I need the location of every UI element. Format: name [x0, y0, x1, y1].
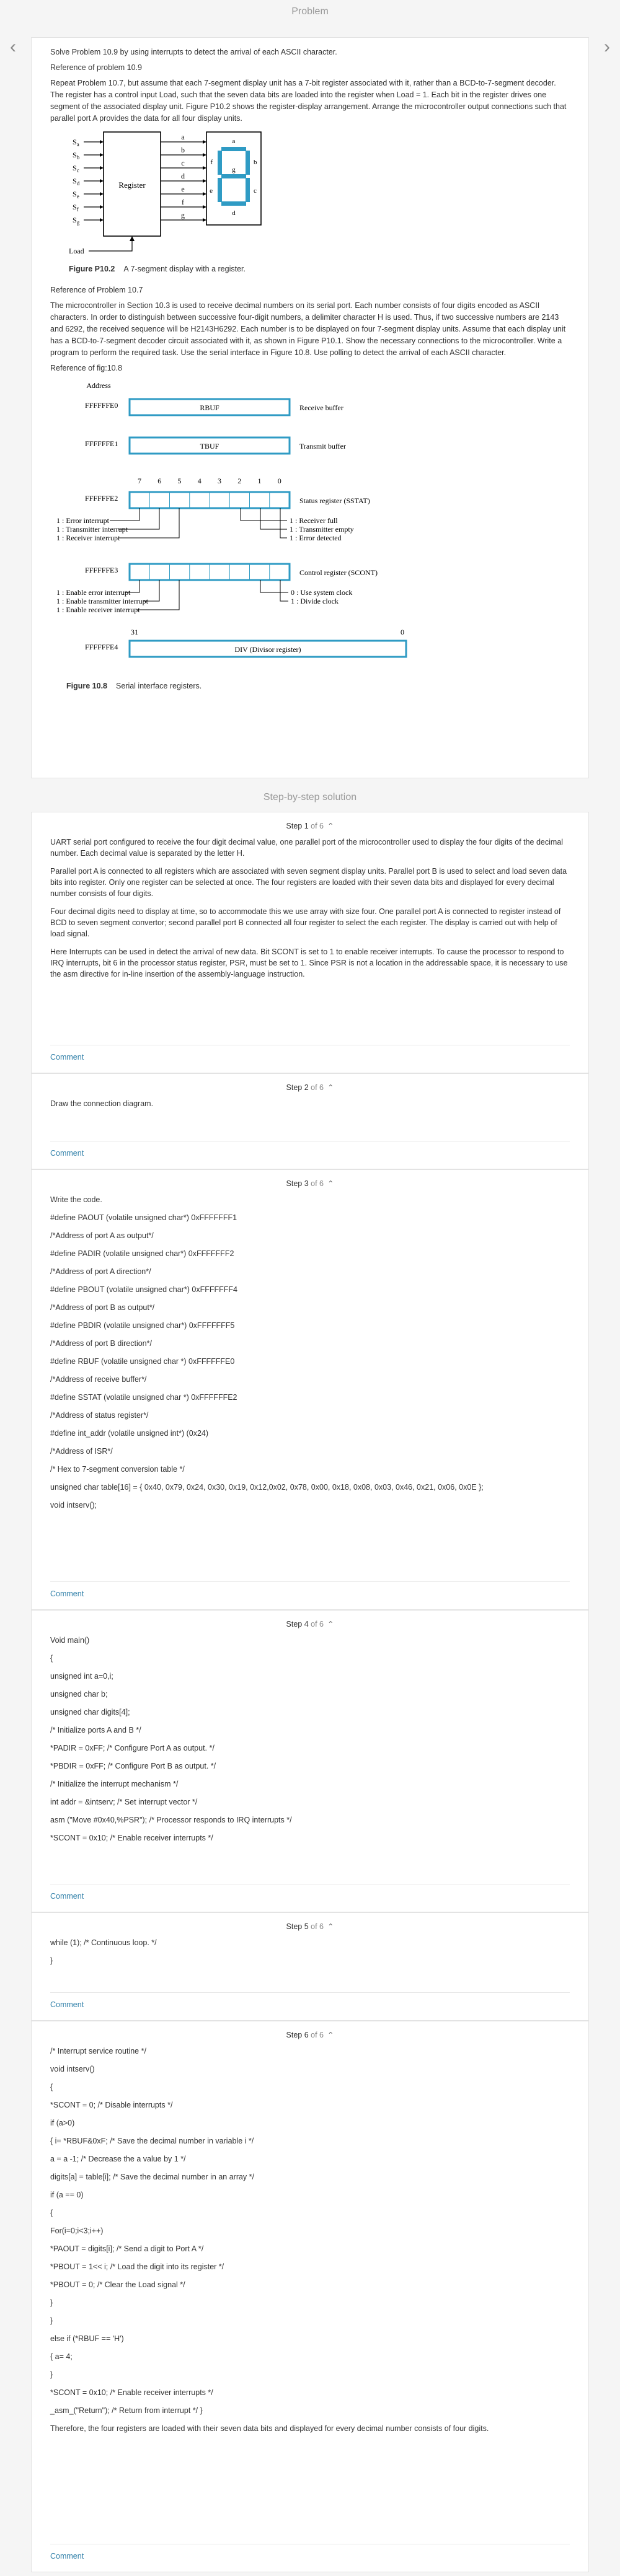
problem-card: [31, 37, 589, 778]
solution-heading: Step-by-step solution: [263, 792, 357, 802]
output-label: e: [181, 185, 185, 193]
serial-interface-diagram: [50, 378, 447, 694]
step-body: [50, 1635, 570, 1844]
svg-text:Receive buffer: Receive buffer: [299, 403, 343, 412]
step-text: *SCONT = 0x10; /* Enable receiver interrupts */: [50, 2388, 213, 2397]
input-label: $S_c$: [73, 164, 79, 174]
svg-text:FFFFFFE0: FFFFFFE0: [85, 401, 118, 410]
svg-text:1 : Error detected: 1 : Error detected: [290, 534, 342, 542]
step-title: Step 3: [286, 1179, 311, 1188]
step-text: {: [50, 1654, 53, 1663]
step-header[interactable]: [50, 812, 570, 837]
comment-link[interactable]: Comment: [50, 2000, 84, 2009]
step-text: #define int_addr (volatile unsigned int*) (0x24): [50, 1429, 209, 1438]
reference-label: Reference of fig:10.8: [50, 364, 123, 372]
step-text: /*Address of status register*/: [50, 1411, 149, 1420]
chevron-up-icon[interactable]: ⌃: [327, 2031, 334, 2039]
step-text: /*Address of receive buffer*/: [50, 1375, 147, 1384]
step-title: Step 6: [286, 2031, 311, 2039]
step-text: {: [50, 2083, 53, 2091]
step-text: Void main(): [50, 1636, 90, 1645]
output-label: c: [181, 159, 185, 167]
step-text: #define RBUF (volatile unsigned char *) 0xFFFFFFE0: [50, 1357, 235, 1366]
step-text: /* Initialize the interrupt mechanism */: [50, 1780, 179, 1788]
svg-text:31: 31: [131, 628, 138, 636]
comment-link[interactable]: Comment: [50, 1149, 84, 1158]
step-header[interactable]: [50, 1913, 570, 1937]
top-bar: [0, 0, 620, 24]
svg-text:FFFFFFE2: FFFFFFE2: [85, 494, 118, 503]
svg-text:c: c: [254, 187, 257, 195]
step-text: { i= *RBUF&0xF; /* Save the decimal number in variable i */: [50, 2137, 254, 2145]
step-text: Parallel port A is connected to all registers which are associated with seven segment display units. Parallel port B is used to select and load seven data bits into register. Only one register can be selected at once. The four registers are loaded with their seven data bits and displayed for every decimal number consists of four digits.: [50, 867, 567, 898]
step-title: Step 2: [286, 1083, 311, 1092]
chevron-up-icon[interactable]: ⌃: [327, 1083, 334, 1092]
output-label: a: [181, 133, 185, 141]
output-label: f: [182, 198, 184, 206]
input-label: $S_d$: [73, 177, 80, 187]
step-text: #define PADIR (volatile unsigned char*) 0xFFFFFFF2: [50, 1249, 234, 1258]
step-text: { a= 4;: [50, 2352, 73, 2361]
step-text: if (a == 0): [50, 2191, 84, 2199]
step-text: digits[a] = table[i]; /* Save the decimal number in an array */: [50, 2173, 254, 2181]
step-header[interactable]: [50, 2021, 570, 2046]
step-text: *SCONT = 0x10; /* Enable receiver interrupts */: [50, 1834, 213, 1842]
svg-text:Address: Address: [86, 381, 111, 390]
output-label: d: [181, 172, 185, 180]
problem-paragraph: The microcontroller in Section 10.3 is used to receive decimal numbers on its serial port. Each number consists of four digits encoded as ASCII characters. In order to distinguish between successive four-digit numbers, a delimiter character H is used. Thus, if two successive numbers are 2143 and 6292, the received sequence will be H2143H6292. Each number is to be displayed on four 7-segment display units. Assume that each display unit has a BCD-to-7-segment decoder circuit associated with it, as shown in Figure P10.1. Show the necessary connections to the microcontroller. Write a program to perform the required task. Use the serial interface in Figure 10.8. Use polling to detect the arrival of each ASCII character.: [50, 301, 566, 357]
step-body: [50, 837, 570, 980]
comment-link[interactable]: Comment: [50, 1892, 84, 1901]
step-text: /*Address of port A as output*/: [50, 1231, 154, 1240]
svg-text:1 : Error interrupt: 1 : Error interrupt: [56, 516, 109, 525]
input-label: $S_a$: [73, 138, 79, 147]
step-text: #define SSTAT (volatile unsigned char *) 0xFFFFFFE2: [50, 1393, 237, 1402]
svg-text:0 : Use system clock: 0 : Use system clock: [291, 588, 353, 597]
step-text: if (a>0): [50, 2119, 75, 2127]
step-text: unsigned char digits[4];: [50, 1708, 130, 1717]
step-text: #define PBOUT (volatile unsigned char*) 0xFFFFFFF4: [50, 1285, 237, 1294]
step-text: Here Interrupts can be used in detect the arrival of new data. Bit SCONT is set to 1 to enable receiver interrupts. To cause the processor to respond to IRQ interrupts, bit 6 in the processor status register, PSR, must be set to 1. Since PSR is not a location in the addressable space, it is necessary to use the asm directive for in-line insertion of the assembly-language instruction.: [50, 947, 568, 978]
step-text: #define PBDIR (volatile unsigned char*) 0xFFFFFFF5: [50, 1321, 235, 1330]
step-text: unsigned char table[16] = { 0x40, 0x79, 0x24, 0x30, 0x19, 0x12,0x02, 0x78, 0x00, 0x18, 0x08, 0x03, 0x46, 0x21, 0x06, 0x0E };: [50, 1483, 484, 1492]
step-body: [50, 2046, 570, 2434]
step-card: [31, 1073, 589, 1169]
reference-label: Reference of Problem 10.7: [50, 286, 143, 294]
page-title: Problem: [291, 6, 329, 17]
svg-text:f: f: [210, 159, 213, 166]
step-text: /* Hex to 7-segment conversion table */: [50, 1465, 185, 1474]
svg-text:a: a: [232, 138, 236, 145]
comment-link[interactable]: Comment: [50, 1589, 84, 1598]
svg-text:1 : Transmitter interrupt: 1 : Transmitter interrupt: [56, 525, 128, 534]
input-label: $S_f$: [73, 203, 79, 213]
input-label: $S_b$: [73, 151, 80, 160]
step-text: void intserv(): [50, 2065, 95, 2073]
next-arrow-icon[interactable]: ›: [604, 37, 610, 57]
step-body: [50, 1937, 570, 1966]
load-label: Load: [69, 247, 84, 255]
step-of: of 6: [311, 2031, 324, 2039]
step-of: of 6: [311, 1179, 324, 1188]
figure-10-8: [50, 378, 570, 694]
svg-text:1 : Enable transmitter interru: 1 : Enable transmitter interrupt: [56, 597, 148, 605]
svg-text:1 : Enable receiver interrupt: 1 : Enable receiver interrupt: [56, 605, 140, 614]
step-card: [31, 812, 589, 1073]
svg-text:b: b: [254, 159, 257, 166]
step-text: /*Address of port B direction*/: [50, 1339, 152, 1348]
step-text: UART serial port configured to receive the four digit decimal value, one parallel port of the microcontroller used to display the four digits of the decimal number. Each decimal value is separated by the letter H.: [50, 838, 564, 858]
figure-p10-2: [50, 128, 570, 262]
step-text: }: [50, 2370, 53, 2379]
comment-link[interactable]: Comment: [50, 2552, 84, 2561]
svg-text:d: d: [232, 209, 236, 217]
svg-text:1 : Receiver interrupt: 1 : Receiver interrupt: [56, 534, 120, 542]
svg-text:Control register (SCONT): Control register (SCONT): [299, 568, 378, 577]
figure-caption: Figure P10.2 A 7-segment display with a register.: [69, 265, 246, 273]
step-text: /*Address of port A direction*/: [50, 1267, 151, 1276]
step-text: /* Initialize ports A and B */: [50, 1726, 141, 1734]
bit-number: 3: [218, 477, 221, 485]
bit-number: 2: [237, 477, 242, 485]
step-card: [31, 1912, 589, 2021]
svg-text:FFFFFFE4: FFFFFFE4: [85, 643, 118, 651]
step-of: of 6: [311, 822, 324, 830]
svg-text:e: e: [210, 187, 213, 195]
step-text: {: [50, 2209, 53, 2217]
step-text: /*Address of ISR*/: [50, 1447, 113, 1456]
step-card: [31, 1169, 589, 1610]
output-label: g: [181, 211, 185, 219]
step-text: Draw the connection diagram.: [50, 1099, 154, 1108]
step-text: }: [50, 2298, 53, 2307]
bit-number: 4: [197, 477, 202, 485]
step-text: unsigned char b;: [50, 1690, 108, 1699]
step-header[interactable]: [50, 1074, 570, 1098]
bit-number: 6: [157, 477, 162, 485]
step-body: [50, 1194, 570, 1511]
svg-text:0: 0: [401, 628, 404, 636]
step-of: of 6: [311, 1922, 324, 1931]
divider: [50, 1992, 570, 1993]
step-text: /* Interrupt service routine */: [50, 2047, 146, 2055]
bit-number: 0: [277, 477, 281, 485]
bit-number: 1: [257, 477, 262, 485]
step-text: unsigned int a=0,i;: [50, 1672, 113, 1681]
step-text: else if (*RBUF == 'H'): [50, 2334, 124, 2343]
svg-text:DIV (Divisor register): DIV (Divisor register): [234, 645, 301, 654]
chevron-up-icon[interactable]: ⌃: [327, 1179, 334, 1188]
step-text: while (1); /* Continuous loop. */: [50, 1938, 157, 1947]
chevron-up-icon[interactable]: ⌃: [327, 1620, 334, 1629]
step-card: [31, 2021, 589, 2572]
step-of: of 6: [311, 1083, 324, 1092]
step-text: a = a -1; /* Decrease the a value by 1 */: [50, 2155, 186, 2163]
step-text: Four decimal digits need to display at time, so to accommodate this we use array with size four. One parallel port A is connected to register instead of BCD to seven segment convertor; second parallel port B connected all four register to select the each register. The display is carried out with help of load signal.: [50, 907, 561, 938]
svg-text:TBUF: TBUF: [200, 442, 219, 451]
svg-text:Transmit buffer: Transmit buffer: [299, 442, 346, 451]
output-label: b: [181, 146, 185, 154]
step-title: Step 1: [286, 822, 311, 830]
step-text: *SCONT = 0; /* Disable interrupts */: [50, 2101, 173, 2109]
step-text: *PBDIR = 0xFF; /* Configure Port B as output. */: [50, 1762, 216, 1770]
step-body: [50, 1098, 570, 1109]
step-text: Therefore, the four registers are loaded with their seven data bits and displayed for every decimal number consists of four digits.: [50, 2424, 489, 2433]
svg-text:g: g: [232, 166, 236, 174]
step-text: void intserv();: [50, 1501, 97, 1510]
svg-text:1 : Receiver full: 1 : Receiver full: [290, 516, 338, 525]
problem-intro: Solve Problem 10.9 by using interrupts to detect the arrival of each ASCII character.: [50, 48, 337, 56]
step-text: _asm_("Return"); /* Return from interrupt */ }: [50, 2406, 203, 2415]
figure-caption: Figure 10.8 Serial interface registers.: [66, 682, 202, 690]
step-card: [31, 1610, 589, 1912]
step-text: }: [50, 1956, 53, 1965]
register-label: Register: [118, 180, 146, 190]
input-label: $S_e$: [73, 190, 79, 200]
svg-text:1 : Divide clock: 1 : Divide clock: [291, 597, 339, 605]
step-header[interactable]: [50, 1611, 570, 1635]
svg-text:1 : Enable error interrupt: 1 : Enable error interrupt: [56, 588, 131, 597]
comment-link[interactable]: Comment: [50, 1053, 84, 1062]
step-of: of 6: [311, 1620, 324, 1629]
svg-text:RBUF: RBUF: [200, 403, 219, 412]
step-text: *PAOUT = digits[i]; /* Send a digit to Port A */: [50, 2244, 204, 2253]
bit-number: 5: [177, 477, 182, 485]
step-text: *PBOUT = 0; /* Clear the Load signal */: [50, 2280, 185, 2289]
svg-text:FFFFFFE1: FFFFFFE1: [85, 439, 118, 448]
register-display-diagram: [50, 128, 311, 262]
svg-text:1 : Transmitter empty: 1 : Transmitter empty: [290, 525, 354, 534]
step-text: /*Address of port B as output*/: [50, 1303, 155, 1312]
previous-arrow-icon[interactable]: ‹: [10, 37, 16, 57]
svg-text:Status register (SSTAT): Status register (SSTAT): [299, 496, 370, 505]
step-text: int addr = &intserv; /* Set interrupt vector */: [50, 1798, 198, 1806]
step-title: Step 4: [286, 1620, 311, 1629]
svg-text:FFFFFFE3: FFFFFFE3: [85, 566, 118, 574]
step-text: #define PAOUT (volatile unsigned char*) 0xFFFFFFF1: [50, 1213, 237, 1222]
chevron-up-icon[interactable]: ⌃: [327, 822, 334, 830]
reference-label: Reference of problem 10.9: [50, 63, 143, 72]
step-title: Step 5: [286, 1922, 311, 1931]
step-header[interactable]: [50, 1170, 570, 1194]
step-text: *PBOUT = 1<< i; /* Load the digit into its register */: [50, 2262, 224, 2271]
step-text: For(i=0;i<3;i++): [50, 2227, 104, 2235]
step-text: Write the code.: [50, 1195, 102, 1204]
bit-number: 7: [138, 477, 141, 485]
problem-paragraph: Repeat Problem 10.7, but assume that each 7-segment display unit has a 7-bit register associated with it, rather than a BCD-to-7-segment decoder. The register has a control input Load, such that the seven data bits are loaded into the register when Load = 1. Each bit in the register drives one segment of the associated display unit. Figure P10.2 shows the register-display arrangement. Arrange the microcontroller output connections such that parallel port A provides the data for all four display units.: [50, 79, 567, 123]
divider: [50, 1581, 570, 1582]
step-text: *PADIR = 0xFF; /* Configure Port A as output. */: [50, 1744, 215, 1752]
chevron-up-icon[interactable]: ⌃: [327, 1922, 334, 1931]
step-text: }: [50, 2316, 53, 2325]
input-label: $S_g$: [73, 216, 80, 226]
step-text: asm ("Move #0x40,%PSR"); /* Processor responds to IRQ interrupts */: [50, 1816, 292, 1824]
